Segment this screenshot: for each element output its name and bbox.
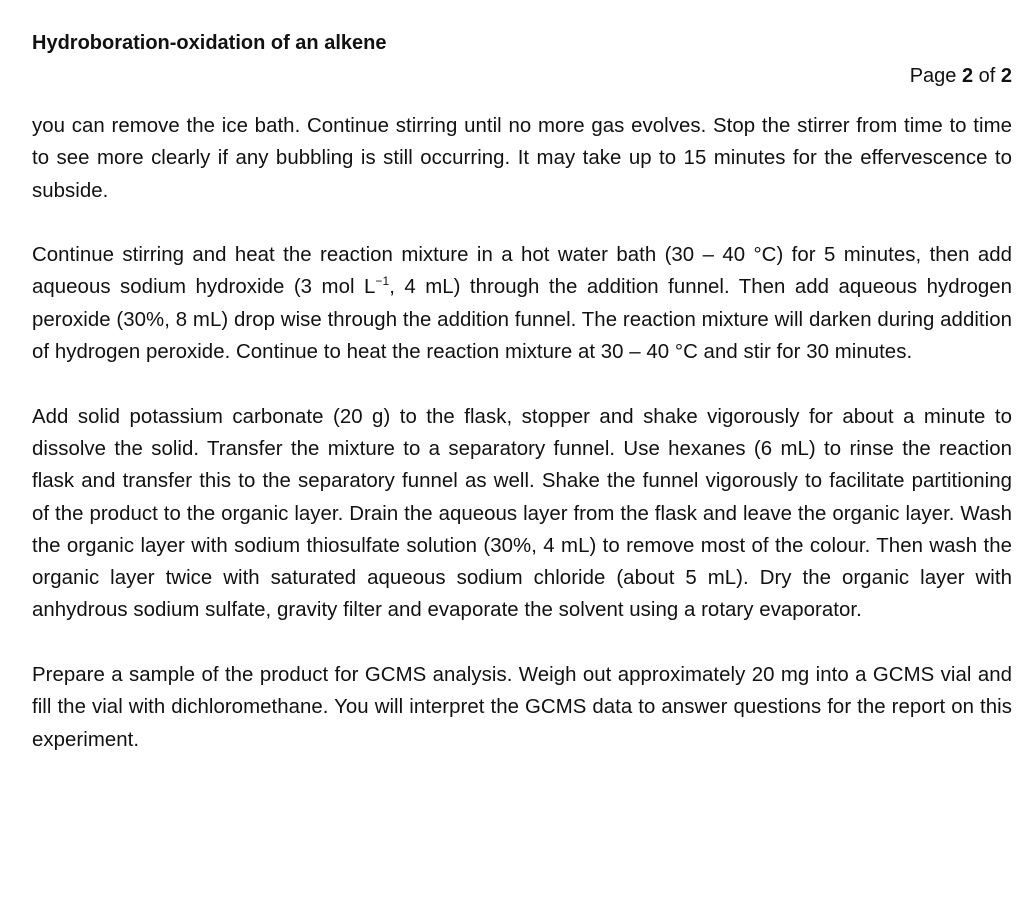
paragraph-workup: Add solid potassium carbonate (20 g) to the flask, stopper and shake vigorously for about a minute to dissolve the solid. Transfer the mixture to a separatory funnel. Use hexanes (6 mL) to rinse the reaction flask and transfer this to the separatory funnel as well. Shake the funnel vigorously to facilitate partitioning of the product to the organic layer. Drain the aqueous layer from the flask and leave the organic layer. Wash the organic layer with sodium thiosulfate solution (30%, 4 mL) to remove most of the colour. Then wash the organic layer twice with saturated aqueous sodium chloride (about 5 mL). Dry the organic layer with anhydrous sodium sulfate, gravity filter and evaporate the solvent using a rotary evaporator. xyxy=(32,405,1012,622)
page-indicator xyxy=(32,61,1012,91)
document-page xyxy=(32,28,1012,788)
page-prefix: Page xyxy=(909,65,962,87)
page-separator: of xyxy=(973,65,1001,87)
page-current: 2 xyxy=(961,65,974,87)
document-body xyxy=(32,110,1012,756)
paragraph-heating-part1: Continue stirring and heat the reaction mixture in a hot water bath (30 – 40 °C) for 5 minutes, then add aqueous sodium hydroxide (3 mol L xyxy=(32,244,1012,299)
page-total: 2 xyxy=(1000,65,1012,87)
paragraph-heating-part2: , 4 mL) through the addition funnel. Then add aqueous hydrogen peroxide (30%, 8 mL) drop wise through the addition funnel. The reaction mixture will darken during addition of hydrogen peroxide. Continue to heat the reaction mixture at 30 – 40 °C and stir for 30 minutes. xyxy=(32,276,1013,364)
paragraph-heating xyxy=(32,239,1012,368)
unit-exponent: −1 xyxy=(375,274,390,289)
paragraph-ice-bath: you can remove the ice bath. Continue stirring until no more gas evolves. Stop the stirrer from time to time to see more clearly if any bubbling is still occurring. It may take up to 15 minutes for the effervescence to subside. xyxy=(32,115,1012,202)
document-title: Hydroboration-oxidation of an alkene xyxy=(32,32,387,54)
paragraph-gcms: Prepare a sample of the product for GCMS analysis. Weigh out approximately 20 mg into a GCMS vial and fill the vial with dichloromethane. You will interpret the GCMS data to answer questions for the report on this experiment. xyxy=(32,664,1012,751)
